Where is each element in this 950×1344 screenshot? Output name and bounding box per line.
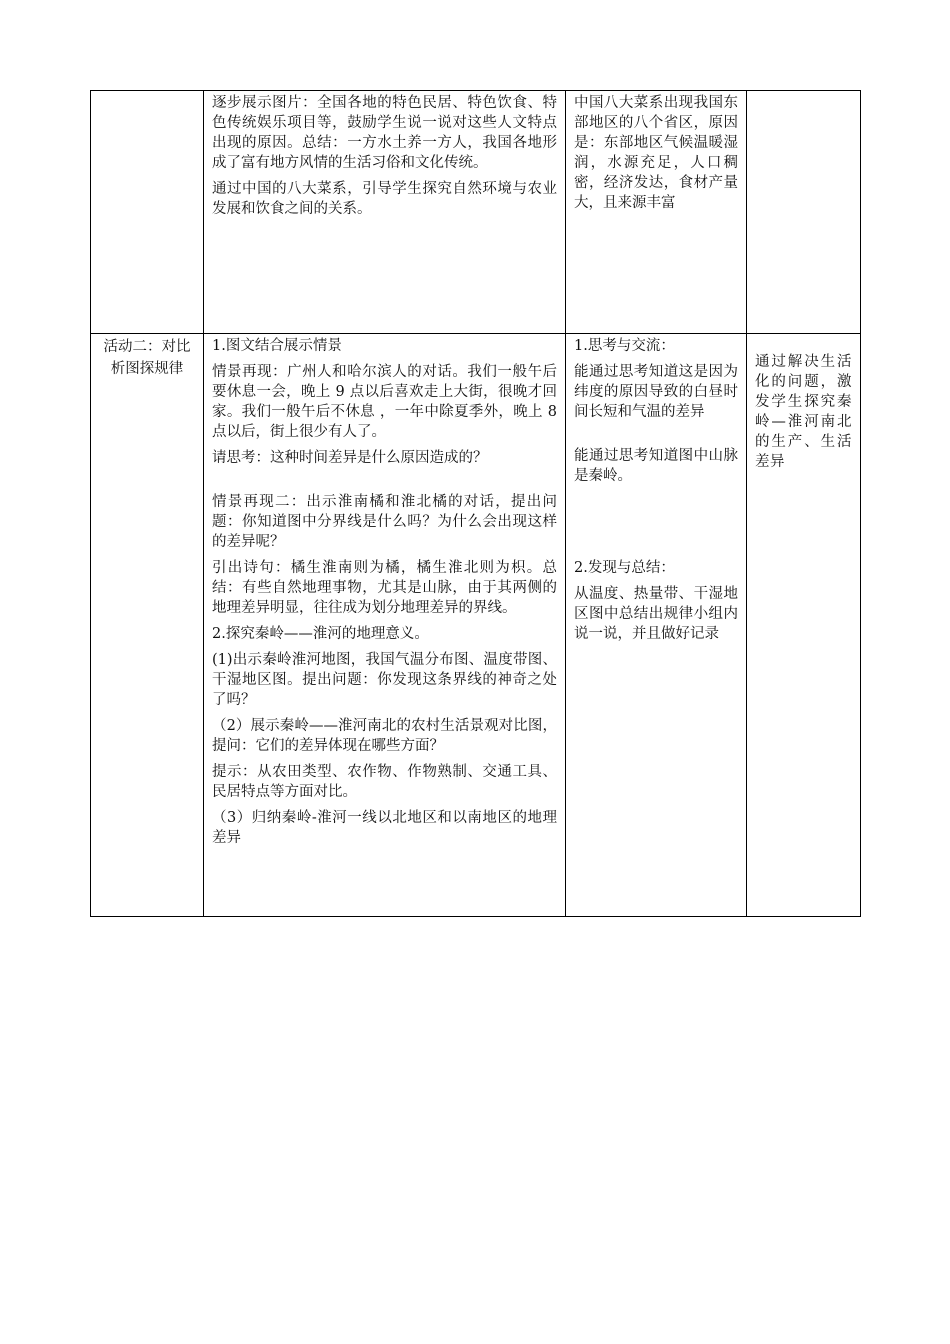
paragraph: 能通过思考知道这是因为纬度的原因导致的白昼时间长短和气温的差异 — [574, 364, 738, 420]
paragraph: 2.发现与总结： — [574, 560, 675, 576]
paragraph: 1.思考与交流： — [574, 338, 675, 354]
paragraph: 通过中国的八大菜系，引导学生探究自然环境与农业发展和饮食之间的关系。 — [212, 181, 557, 217]
paragraph: 2.探究秦岭——淮河的地理意义。 — [212, 626, 429, 642]
teacher-activity-cell — [204, 91, 566, 334]
student-activity-cell — [566, 91, 747, 334]
paragraph: （3）归纳秦岭-淮河一线以北地区和以南地区的地理差异 — [212, 810, 557, 846]
paragraph: 1.图文结合展示情景 — [212, 338, 342, 354]
table-row — [91, 334, 861, 917]
paragraph: 能通过思考知道图中山脉是秦岭。 — [574, 448, 738, 484]
teacher-activity-cell — [204, 334, 566, 917]
paragraph: 请思考：这种时间差异是什么原因造成的？ — [212, 450, 488, 466]
activity-cell — [91, 91, 204, 334]
paragraph: 提示：从农田类型、农作物、作物熟制、交通工具、民居特点等方面对比。 — [212, 764, 557, 800]
paragraph: 从温度、热量带、干湿地区图中总结出规律小组内说一说，并且做好记录 — [574, 586, 738, 642]
lesson-plan-table — [90, 90, 861, 917]
paragraph: （2）展示秦岭——淮河南北的农村生活景观对比图，提问：它们的差异体现在哪些方面？ — [212, 718, 557, 754]
paragraph: 引出诗句：橘生淮南则为橘，橘生淮北则为枳。总结：有些自然地理事物，尤其是山脉，由于其两侧的地理差异明显，往往成为划分地理差异的界线。 — [212, 560, 557, 616]
activity-cell: 活动二：对比析图探规律 — [91, 334, 204, 917]
paragraph: 情景再现二：出示淮南橘和淮北橘的对话，提出问题：你知道图中分界线是什么吗？为什么会出现这样的差异呢？ — [212, 494, 557, 550]
paragraph: 情景再现：广州人和哈尔滨人的对话。我们一般午后要休息一会，晚上 9 点以后喜欢走上大街，很晚才回家。我们一般午后不休息 ，一年中除夏季外，晚上 8 点以后，街上很少有人了。 — [212, 364, 557, 440]
design-purpose-cell — [747, 334, 861, 917]
design-purpose-cell — [747, 91, 861, 334]
paragraph: 中国八大菜系出现我国东部地区的八个省区，原因是：东部地区气候温暖湿润，水源充足，人口稠密，经济发达，食材产量大，且来源丰富 — [574, 95, 738, 211]
paragraph: 逐步展示图片：全国各地的特色民居、特色饮食、特色传统娱乐项目等，鼓励学生说一说对这些人文特点出现的原因。总结：一方水土养一方人，我国各地形成了富有地方风情的生活习俗和文化传统。 — [212, 95, 557, 171]
student-activity-cell — [566, 334, 747, 917]
paragraph: 通过解决生活化的问题，激发学生探究秦岭—淮河南北的生产、生活差异 — [755, 354, 852, 470]
table-row — [91, 91, 861, 334]
paragraph: (1)出示秦岭淮河地图，我国气温分布图、温度带图、干湿地区图。提出问题：你发现这条界线的神奇之处了吗？ — [212, 652, 557, 708]
